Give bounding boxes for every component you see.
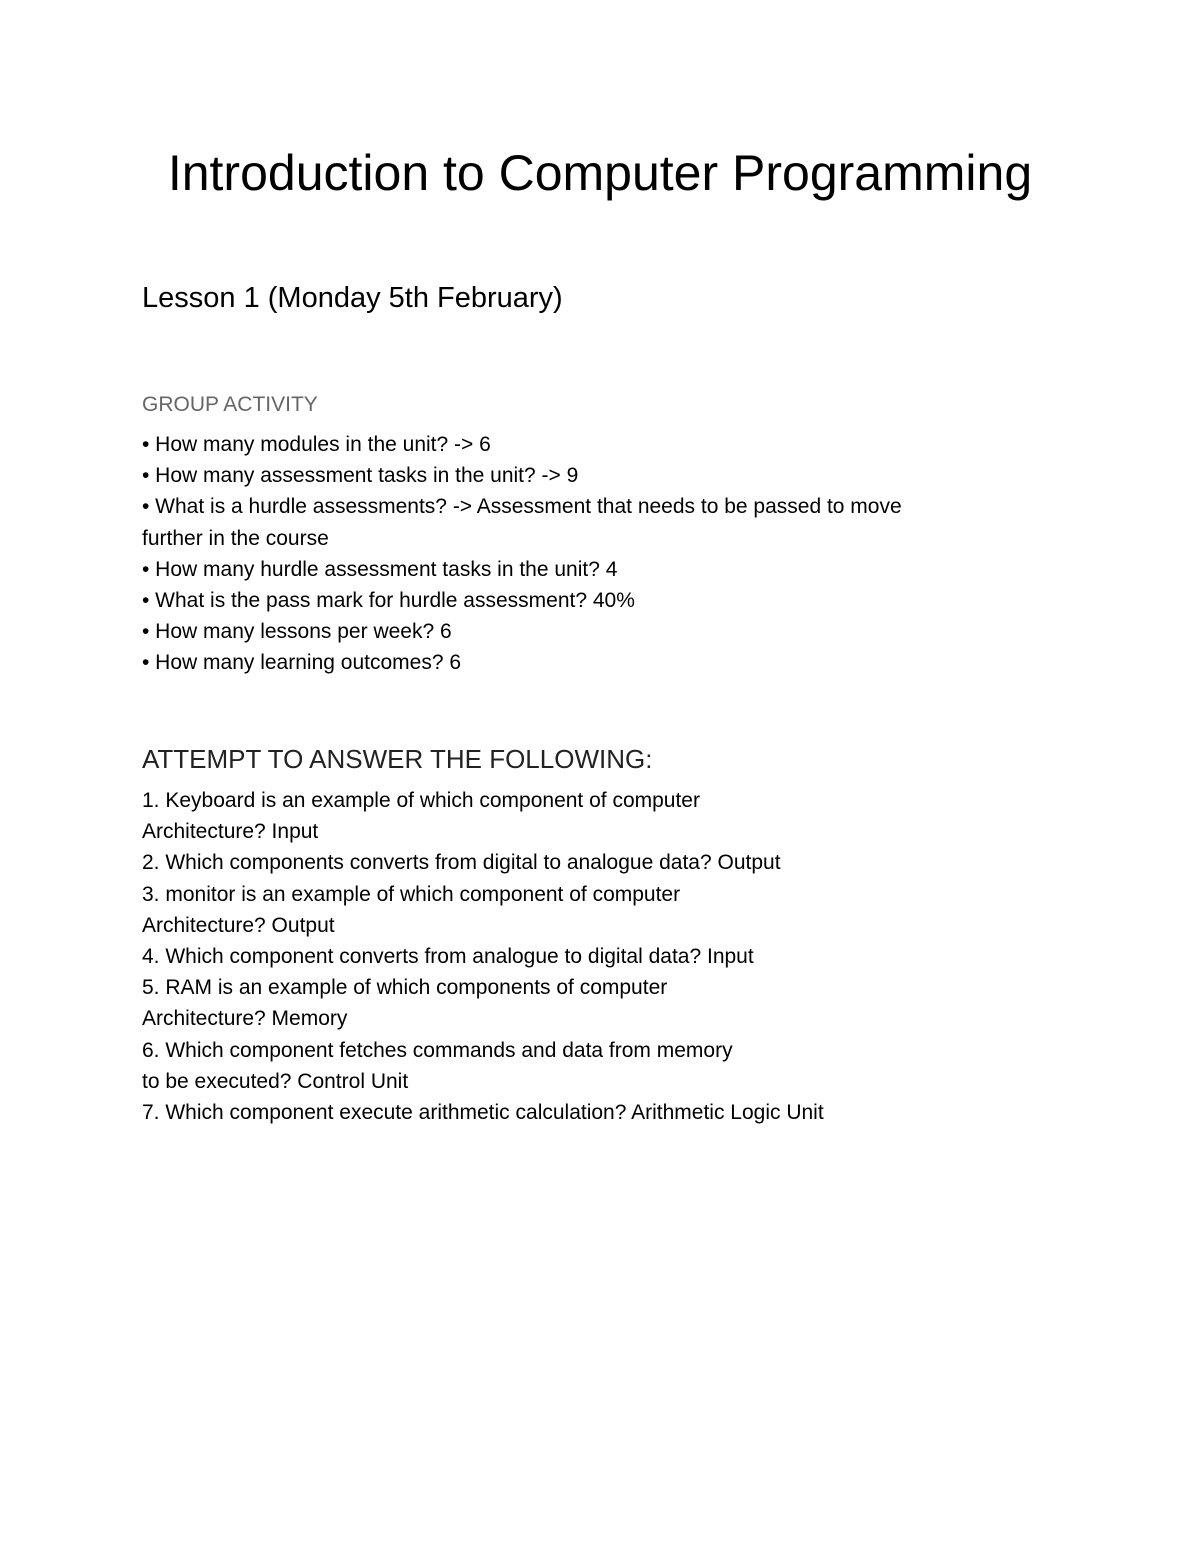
group-activity-line: • What is the pass mark for hurdle assessment? 40%	[142, 589, 635, 613]
question-line: 4. Which component converts from analogue to digital data? Input	[142, 945, 754, 969]
document-title: Introduction to Computer Programming	[167, 145, 1033, 201]
question-item	[142, 1035, 1042, 1097]
group-activity-item	[142, 647, 1042, 678]
question-item	[142, 847, 1042, 878]
question-line: 7. Which component execute arithmetic calculation? Arithmetic Logic Unit	[142, 1101, 824, 1125]
group-activity-line: • How many lessons per week? 6	[142, 620, 452, 644]
group-activity-line: • How many modules in the unit? -> 6	[142, 433, 491, 456]
group-activity-item	[142, 460, 1042, 491]
question-item	[142, 785, 1042, 847]
question-line: to be executed? Control Unit	[142, 1069, 409, 1093]
group-activity-item	[142, 585, 1042, 616]
group-activity-line: • What is a hurdle assessments? -> Assessment that needs to be passed to move	[142, 495, 902, 519]
group-activity-line: • How many assessment tasks in the unit? -> 9	[142, 464, 579, 488]
question-line: 2. Which components converts from digital to analogue data? Output	[142, 851, 781, 875]
question-line: Architecture? Memory	[142, 1007, 348, 1031]
question-item	[142, 879, 1042, 941]
question-item	[142, 972, 1042, 1034]
group-activity-line: • How many learning outcomes? 6	[142, 651, 462, 675]
attempt-section-heading: ATTEMPT TO ANSWER THE FOLLOWING:	[142, 744, 653, 774]
group-activity-label: GROUP ACTIVITY	[142, 393, 318, 416]
group-activity-line: • How many hurdle assessment tasks in the unit? 4	[142, 557, 618, 581]
question-item	[142, 1097, 1042, 1128]
question-item	[142, 941, 1042, 972]
question-line: Architecture? Input	[142, 820, 319, 844]
group-activity-item	[142, 554, 1042, 585]
group-activity-item	[142, 616, 1042, 647]
group-activity-item	[142, 491, 1042, 553]
question-line: 5. RAM is an example of which components of computer	[142, 976, 668, 1000]
group-activity-line: further in the course	[142, 526, 329, 550]
question-line: 6. Which component fetches commands and data from memory	[142, 1038, 733, 1062]
question-line: 3. monitor is an example of which component of computer	[142, 882, 681, 906]
group-activity-list	[142, 429, 1042, 679]
question-answer-list	[142, 785, 1042, 1128]
group-activity-item	[142, 429, 1042, 460]
question-line: Architecture? Output	[142, 913, 335, 937]
question-line: 1. Keyboard is an example of which component of computer	[142, 789, 700, 812]
lesson-heading: Lesson 1 (Monday 5th February)	[142, 282, 563, 314]
